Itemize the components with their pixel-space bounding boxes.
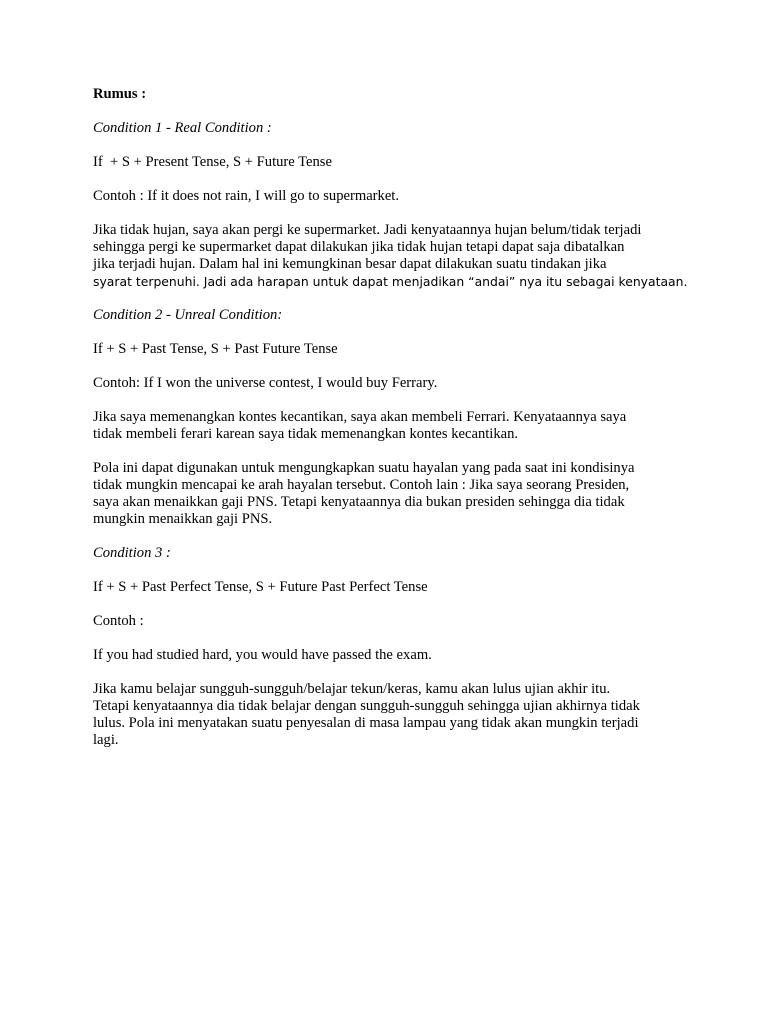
condition3-example-label: Contoh : [93, 613, 144, 629]
condition3-explanation [93, 681, 693, 749]
explanation-line: lagi. [93, 732, 119, 748]
condition2-explanation-1 [93, 409, 693, 443]
explanation-line: lulus. Pola ini menyatakan suatu penyesalan di masa lampau yang tidak akan mungkin terjadi [93, 715, 639, 731]
explanation-line: saya akan menaikkan gaji PNS. Tetapi kenyataannya dia bukan presiden sehingga dia tidak [93, 494, 625, 510]
condition2-example: Contoh: If I won the universe contest, I would buy Ferrary. [93, 375, 438, 391]
rumus-heading: Rumus : [93, 86, 147, 102]
condition1-formula: If + S + Present Tense, S + Future Tense [93, 154, 332, 170]
condition1-title: Condition 1 - Real Condition : [93, 120, 272, 136]
explanation-line: jika terjadi hujan. Dalam hal ini kemungkinan besar dapat dilakukan suatu tindakan jika [93, 256, 607, 272]
explanation-line: Tetapi kenyataannya dia tidak belajar dengan sungguh-sungguh sehingga ujian akhirnya tidak [93, 698, 640, 714]
explanation-line: Jika saya memenangkan kontes kecantikan, saya akan membeli Ferrari. Kenyataannya saya [93, 409, 627, 425]
condition2-title: Condition 2 - Unreal Condition: [93, 307, 283, 323]
condition3-example: If you had studied hard, you would have passed the exam. [93, 647, 432, 663]
explanation-line: sehingga pergi ke supermarket dapat dilakukan jika tidak hujan tetapi dapat saja dibatalkan [93, 239, 625, 255]
explanation-line: Jika tidak hujan, saya akan pergi ke supermarket. Jadi kenyataannya hujan belum/tidak terjadi [93, 222, 642, 238]
condition1-example: Contoh : If it does not rain, I will go to supermarket. [93, 188, 400, 204]
condition2-formula: If + S + Past Tense, S + Past Future Tense [93, 341, 338, 357]
condition3-formula: If + S + Past Perfect Tense, S + Future Past Perfect Tense [93, 579, 428, 595]
explanation-line: tidak membeli ferari karean saya tidak memenangkan kontes kecantikan. [93, 426, 519, 442]
explanation-line: syarat terpenuhi. Jadi ada harapan untuk dapat menjadikan “andai” nya itu sebagai kenyataan. [93, 274, 688, 289]
explanation-line: Jika kamu belajar sungguh-sungguh/belajar tekun/keras, kamu akan lulus ujian akhir itu. [93, 681, 611, 697]
condition3-title: Condition 3 : [93, 545, 171, 561]
explanation-line: tidak mungkin mencapai ke arah hayalan tersebut. Contoh lain : Jika saya seorang Presiden, [93, 477, 630, 493]
explanation-line: Pola ini dapat digunakan untuk mengungkapkan suatu hayalan yang pada saat ini kondisinya [93, 460, 635, 476]
explanation-line: mungkin menaikkan gaji PNS. [93, 511, 273, 527]
condition2-explanation-2 [93, 460, 693, 528]
document-page [93, 86, 693, 766]
condition1-explanation [93, 222, 693, 290]
